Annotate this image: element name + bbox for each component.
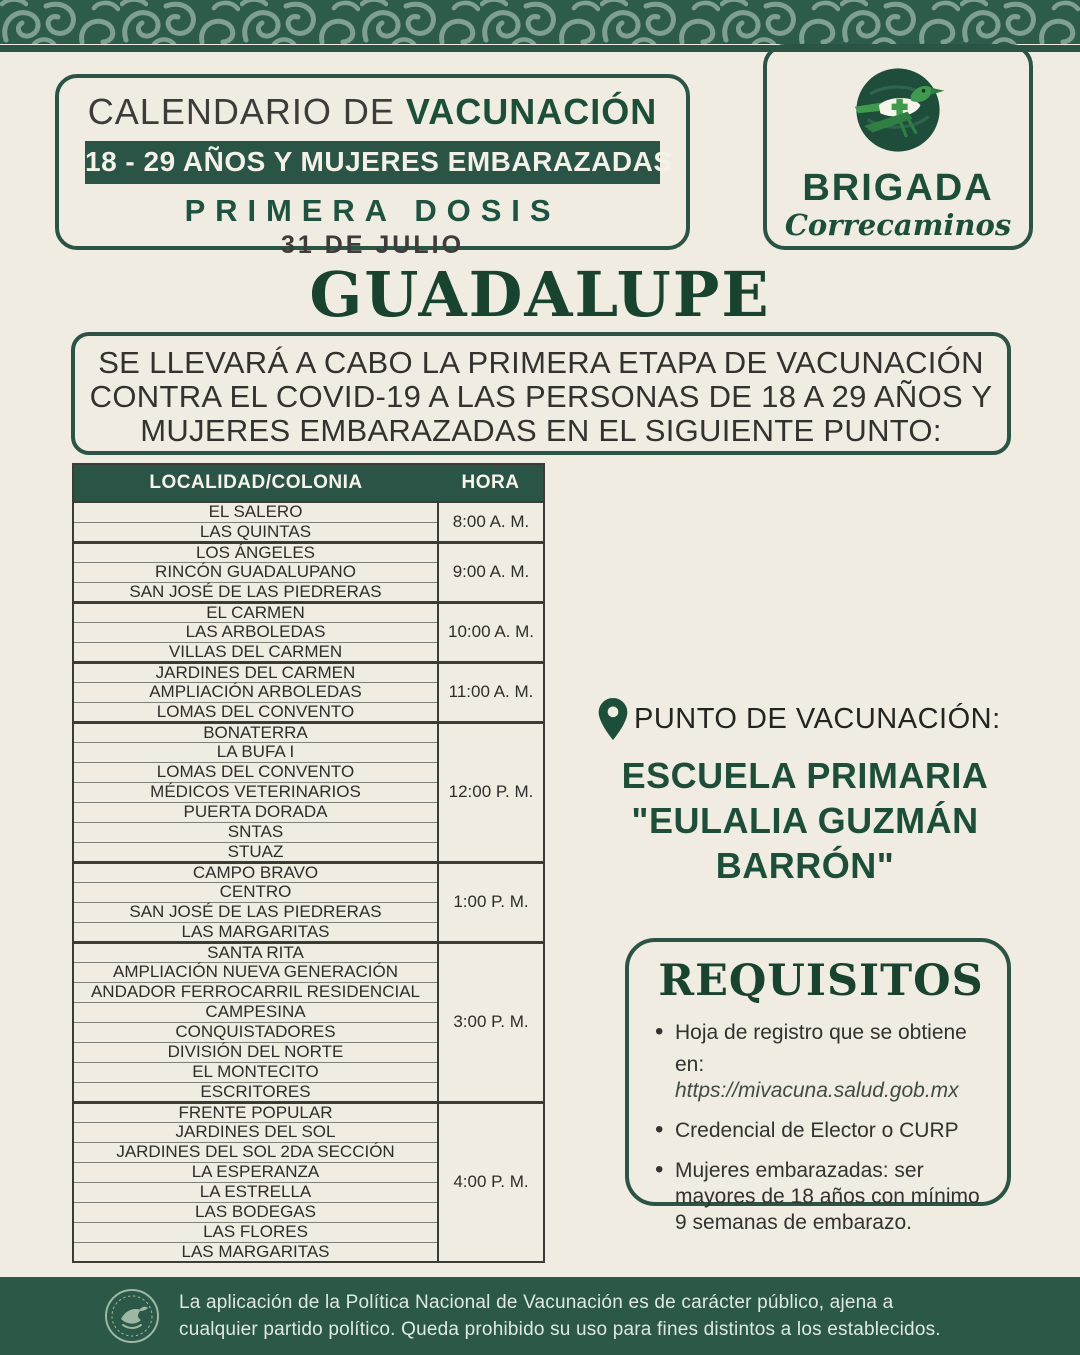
locality-cell: LAS FLORES [73,1222,438,1242]
requirement-item: • Mujeres embarazadas: ser mayores de 18 años con mínimo 9 semanas de embarazo. [655,1158,987,1236]
locality-cell: LAS MARGARITAS [73,1242,438,1262]
header-box [55,74,690,259]
locality-cell: LA BUFA I [73,742,438,762]
brand-name: BRIGADA [802,167,994,209]
locality-cell: LAS ARBOLEDAS [73,622,438,642]
roadrunner-icon [850,62,946,158]
locality-cell: LAS BODEGAS [73,1202,438,1222]
locality-cell: CONQUISTADORES [73,1022,438,1042]
brigada-logo-box [763,44,1033,250]
city-title: GUADALUPE [309,258,771,331]
calendar-title-emphasis: VACUNACIÓN [405,91,658,132]
locality-cell: JARDINES DEL SOL [73,1122,438,1142]
dose-line: PRIMERA DOSIS [184,193,561,228]
age-group-band: 18 - 29 AÑOS Y MUJERES EMBARAZADAS [85,141,660,184]
intro-line: SE LLEVARÁ A CABO LA PRIMERA ETAPA DE VACUNACIÓN [98,345,984,380]
locality-cell: SAN JOSÉ DE LAS PIEDRERAS [73,582,438,602]
requirement-item: • Hoja de registro que se obtiene en: https://mivacuna.salud.gob.mx [655,1020,987,1104]
requirements-title: REQUISITOS [658,956,984,1006]
requirement-item: • Credencial de Elector o CURP [655,1118,987,1144]
footer-line: La aplicación de la Política Nacional de Vacunación es de carácter público, ajena a [179,1292,894,1313]
locality-cell: CAMPO BRAVO [73,862,438,882]
vaccination-point-label-row [598,698,1012,741]
decorative-pattern-band [0,0,1080,52]
schedule-table-body [73,502,544,1262]
locality-cell: LAS MARGARITAS [73,922,438,942]
schedule-row [73,942,544,962]
locality-cell: LA ESTRELLA [73,1182,438,1202]
locality-cell: BONATERRA [73,722,438,742]
schedule-row [73,722,544,742]
locality-cell: VILLAS DEL CARMEN [73,642,438,662]
locality-cell: LOMAS DEL CONVENTO [73,762,438,782]
map-pin-icon [598,698,628,741]
locality-cell: PUERTA DORADA [73,802,438,822]
time-cell: 11:00 A. M. [438,662,544,722]
date-line: 31 DE JULIO [280,231,465,259]
footer-line: cualquier partido político. Queda prohibido su uso para fines distintos a los establecidos. [179,1319,941,1340]
schedule-row [73,1102,544,1122]
requirements-list [655,1020,987,1236]
brand-subname: Correcaminos [784,208,1012,242]
intro-box [71,332,1011,455]
locality-cell: EL SALERO [73,502,438,522]
locality-cell: AMPLIACIÓN ARBOLEDAS [73,682,438,702]
locality-cell: EL CARMEN [73,602,438,622]
intro-line: CONTRA EL COVID-19 A LAS PERSONAS DE 18 A 29 AÑOS Y [89,379,993,414]
location-name: ESCUELA PRIMARIA "EULALIA GUZMÁN BARRÓN" [621,755,989,886]
locality-column-header: LOCALIDAD/COLONIA [73,464,438,502]
locality-cell: JARDINES DEL SOL 2DA SECCIÓN [73,1142,438,1162]
footer-text [179,1289,941,1343]
schedule-row [73,862,544,882]
vaccination-point-section [598,698,1012,888]
locality-cell: SNTAS [73,822,438,842]
hora-column-header: HORA [438,464,544,502]
locality-cell: RINCÓN GUADALUPANO [73,562,438,582]
locality-cell: LOMAS DEL CONVENTO [73,702,438,722]
time-cell: 9:00 A. M. [438,542,544,602]
locality-cell: SAN JOSÉ DE LAS PIEDRERAS [73,902,438,922]
time-cell: 3:00 P. M. [438,942,544,1102]
time-cell: 8:00 A. M. [438,502,544,542]
intro-line: MUJERES EMBARAZADAS EN EL SIGUIENTE PUNTO: [140,413,942,448]
schedule-row [73,602,544,622]
locality-cell: DIVISIÓN DEL NORTE [73,1042,438,1062]
requirement-url: https://mivacuna.salud.gob.mx [675,1079,959,1102]
time-cell: 4:00 P. M. [438,1102,544,1262]
time-cell: 10:00 A. M. [438,602,544,662]
locality-cell: LA ESPERANZA [73,1162,438,1182]
locality-cell: CENTRO [73,882,438,902]
locality-cell: JARDINES DEL CARMEN [73,662,438,682]
footer [0,1277,1080,1355]
calendar-title-prefix: CALENDARIO DE [87,91,395,132]
aztec-pattern-icon [0,0,1080,52]
locality-cell: MÉDICOS VETERINARIOS [73,782,438,802]
government-seal-icon [103,1287,161,1345]
calendar-title [59,91,686,133]
locality-cell: ANDADOR FERROCARRIL RESIDENCIAL [73,982,438,1002]
locality-cell: SANTA RITA [73,942,438,962]
schedule-table [72,463,545,1263]
schedule-header-row [73,464,544,502]
locality-cell: FRENTE POPULAR [73,1102,438,1122]
locality-cell: LOS ÁNGELES [73,542,438,562]
locality-cell: AMPLIACIÓN NUEVA GENERACIÓN [73,962,438,982]
locality-cell: LAS QUINTAS [73,522,438,542]
schedule-row [73,662,544,682]
location-label: PUNTO DE VACUNACIÓN: [634,703,1001,735]
locality-cell: ESCRITORES [73,1082,438,1102]
time-cell: 1:00 P. M. [438,862,544,942]
time-cell: 12:00 P. M. [438,722,544,862]
locality-cell: STUAZ [73,842,438,862]
locality-cell: EL MONTECITO [73,1062,438,1082]
locality-cell: CAMPESINA [73,1002,438,1022]
requirements-box [625,938,1011,1234]
schedule-row [73,502,544,522]
schedule-row [73,542,544,562]
